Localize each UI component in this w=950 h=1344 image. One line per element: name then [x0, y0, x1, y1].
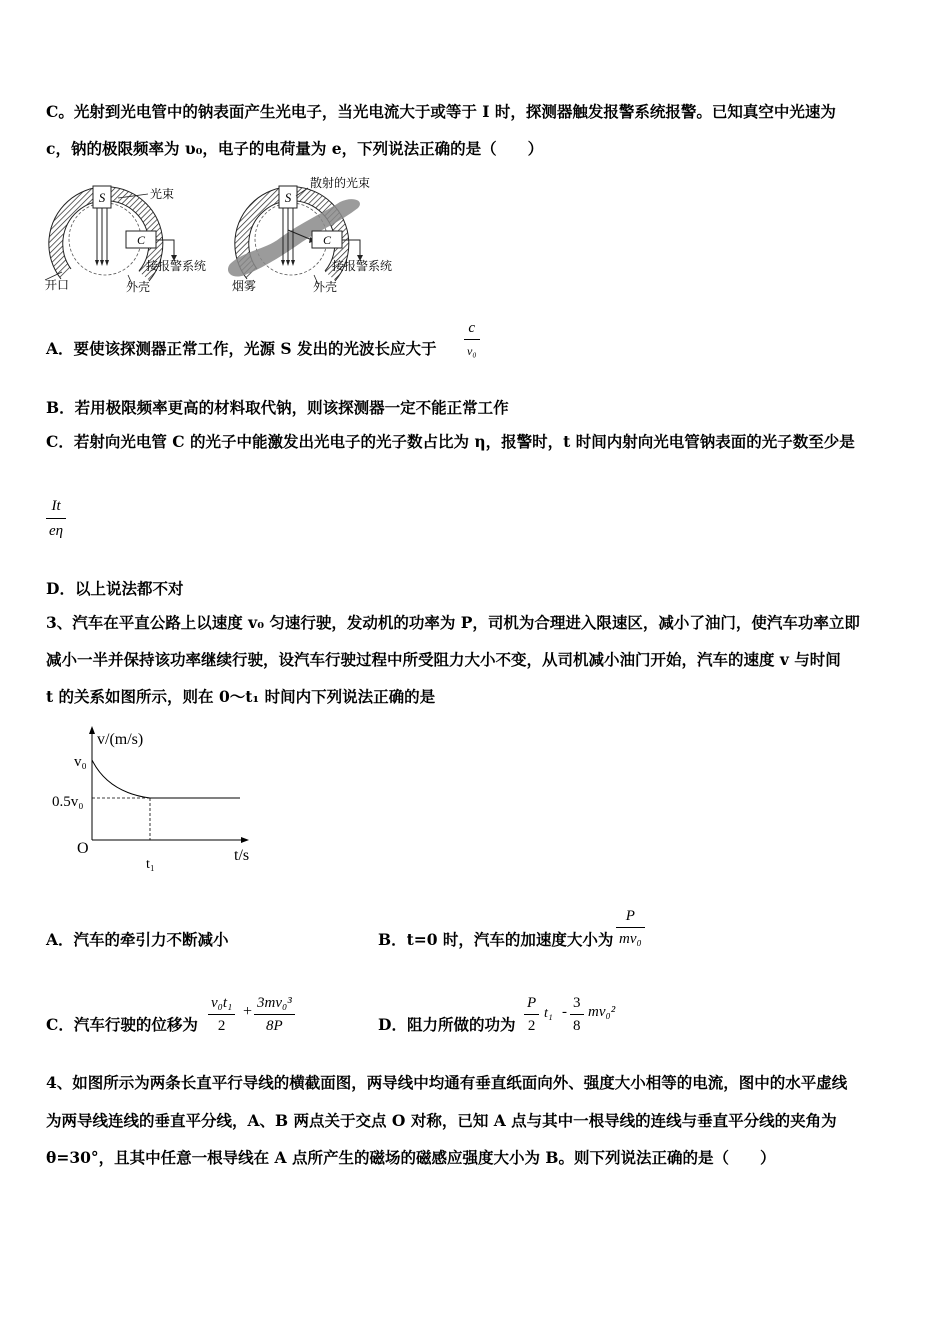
left-cell-label: C: [136, 233, 146, 247]
q2-option-d: D．以上说法都不对: [46, 579, 184, 598]
fraction-numerator: It: [46, 494, 66, 519]
fraction-numerator: 3: [570, 992, 584, 1015]
q2-option-a: A．要使该探测器正常工作，光源 S 发出的光波长应大于: [46, 339, 437, 358]
detector-right: [228, 175, 392, 294]
right-cell-label: C: [322, 233, 332, 247]
origin-label: O: [77, 840, 89, 857]
q3-option-d-fraction-1: [524, 992, 539, 1037]
q3-vt-graph: [40, 722, 270, 877]
q2-stem-line2: c，钠的极限频率为 υ₀，电子的电荷量为 e，下列说法正确的是（ ）: [46, 139, 544, 158]
q2-option-b: B．若用极限频率更高的材料取代钠，则该探测器一定不能正常工作: [46, 398, 509, 417]
right-beam-label: 散射的光束: [310, 176, 371, 190]
q3-stem-line3: t 的关系如图所示，则在 0～t₁ 时间内下列说法正确的是: [46, 687, 436, 706]
q3-option-d: D．阻力所做的功为: [378, 1015, 516, 1034]
q3-option-c-fraction-2: [254, 992, 295, 1037]
q4-stem-line3: θ=30°，且其中任意一根导线在 A 点所产生的磁场的磁感应强度大小为 B。则下列说法正确的是（ ）: [46, 1148, 776, 1167]
fraction-numerator: v₀t₁: [208, 992, 235, 1015]
q2-detector-figure: [40, 172, 410, 297]
q3-option-c: C．汽车行驶的位移为: [46, 1015, 198, 1034]
right-source-label: S: [284, 190, 292, 205]
q2-option-c-fraction: [46, 494, 66, 543]
q3-option-d-minus: -: [562, 1004, 567, 1020]
q3-option-c-fraction-1: [208, 992, 235, 1037]
q4-stem-line1: 4、如图所示为两条长直平行导线的横截面图，两导线中均通有垂直纸面向外、强度大小相等的电流，图中的水平虚线: [46, 1073, 848, 1092]
detector-left: [45, 186, 206, 294]
q3-option-b: B．t=0 时，汽车的加速度大小为: [378, 930, 614, 949]
right-shell-label: 外壳: [313, 280, 338, 294]
fraction-denominator: mv₀: [619, 931, 642, 947]
y-tick-v0: v₀: [74, 754, 87, 770]
x-axis-label: t/s: [234, 847, 250, 864]
q3-option-b-fraction: [616, 905, 645, 950]
q2-stem-line1: C。光射到光电管中的钠表面产生光电子，当光电流大于或等于 I 时，探测器触发报警系统报警。已知真空中光速为: [46, 102, 836, 121]
left-alarm-label: 接报警系统: [146, 259, 207, 273]
right-alarm-label: 接报警系统: [332, 259, 393, 273]
fraction-numerator: 3mv₀³: [254, 992, 295, 1015]
y-tick-half-v0: 0.5v₀: [52, 794, 84, 810]
q2-option-c: C．若射向光电管 C 的光子中能激发出光电子的光子数占比为 η，报警时，t 时间内射向光电管钠表面的光子数至少是: [46, 432, 855, 451]
right-smoke-label: 烟雾: [232, 279, 257, 293]
fraction-numerator: c: [464, 317, 480, 340]
left-shell-label: 外壳: [126, 280, 151, 294]
q3-stem-line1: 3、汽车在平直公路上以速度 v₀ 匀速行驶，发动机的功率为 P，司机为合理进入限速区，减小了油门，使汽车功率立即: [46, 613, 860, 632]
q3-option-c-plus: +: [243, 1003, 253, 1020]
fraction-denominator: eη: [49, 523, 64, 539]
left-opening-label: 开口: [45, 278, 70, 292]
q3-option-d-t1: t₁: [544, 1006, 553, 1021]
fraction-denominator: 8P: [266, 1018, 283, 1034]
fraction-numerator: P: [524, 992, 539, 1015]
q3-option-d-tail: mv₀²: [588, 1004, 616, 1020]
fraction-denominator: 2: [527, 1018, 536, 1034]
q3-stem-line2: 减小一半并保持该功率继续行驶，设汽车行驶过程中所受阻力大小不变，从司机减小油门开始，汽车的速度 v 与时间: [46, 650, 841, 669]
q2-option-a-fraction: [464, 317, 480, 362]
left-beam-label: 光束: [150, 187, 175, 201]
q3-option-d-fraction-2: [570, 992, 584, 1037]
fraction-denominator: 2: [217, 1018, 226, 1034]
y-axis-label: v/(m/s): [97, 731, 144, 748]
x-tick-t1: t₁: [146, 857, 155, 872]
fraction-numerator: P: [616, 905, 645, 928]
left-source-label: S: [98, 190, 106, 205]
q3-option-a: A．汽车的牵引力不断减小: [46, 930, 229, 949]
q4-stem-line2: 为两导线连线的垂直平分线，A、B 两点关于交点 O 对称，已知 A 点与其中一根导线的连线与垂直平分线的夹角为: [46, 1111, 837, 1130]
fraction-denominator: 8: [573, 1018, 581, 1034]
velocity-curve: [92, 760, 150, 798]
fraction-denominator: ν₀: [467, 344, 477, 358]
